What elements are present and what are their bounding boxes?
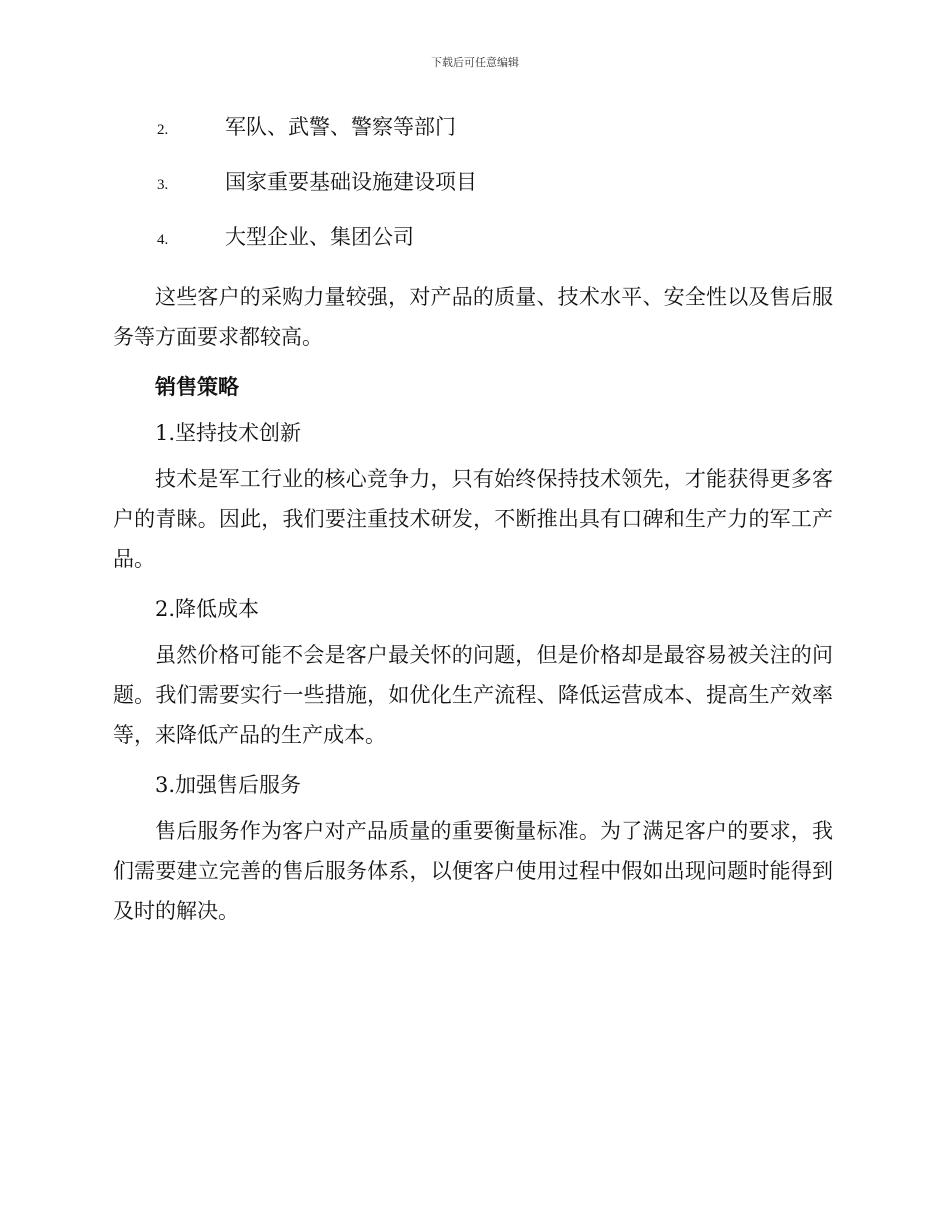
strategy-block bbox=[113, 811, 833, 931]
page-header: 下载后可任意编辑 bbox=[431, 56, 519, 69]
strategy-body: 虽然价格可能不会是客户最关怀的问题，但是价格却是最容易被关注的问题。我们需要实行一些措施，如优化生产流程、降低运营成本、提高生产效率等，来降低产品的生产成本。 bbox=[113, 643, 833, 747]
section-heading: 销售策略 bbox=[155, 375, 239, 399]
strategy-body: 技术是军工行业的核心竞争力，只有始终保持技术领先，才能获得更多客户的青睐。因此，我们要注重技术研发，不断推出具有口碑和生产力的军工产品。 bbox=[113, 467, 833, 571]
list-number: 2. bbox=[157, 122, 169, 138]
list-item bbox=[113, 167, 833, 222]
list-item bbox=[113, 222, 833, 277]
strategy-body: 售后服务作为客户对产品质量的重要衡量标准。为了满足客户的要求，我们需要建立完善的售后服务体系，以便客户使用过程中假如出现问题时能得到及时的解决。 bbox=[113, 819, 833, 923]
list-number: 3. bbox=[157, 177, 169, 193]
strategy-block bbox=[113, 459, 833, 579]
document-body bbox=[113, 112, 833, 941]
intro-block bbox=[113, 277, 833, 357]
list-text: 大型企业、集团公司 bbox=[225, 225, 414, 249]
strategy-title: 2.降低成本 bbox=[155, 597, 260, 621]
strategy-title: 1.坚持技术创新 bbox=[155, 421, 302, 445]
strategy-title: 3.加强售后服务 bbox=[155, 773, 302, 797]
list-number: 4. bbox=[157, 232, 169, 248]
intro-paragraph: 这些客户的采购力量较强，对产品的质量、技术水平、安全性以及售后服务等方面要求都较高。 bbox=[113, 285, 833, 349]
list-item bbox=[113, 112, 833, 167]
list-text: 军队、武警、警察等部门 bbox=[225, 115, 456, 139]
strategy-block bbox=[113, 635, 833, 755]
list-text: 国家重要基础设施建设项目 bbox=[225, 170, 477, 194]
